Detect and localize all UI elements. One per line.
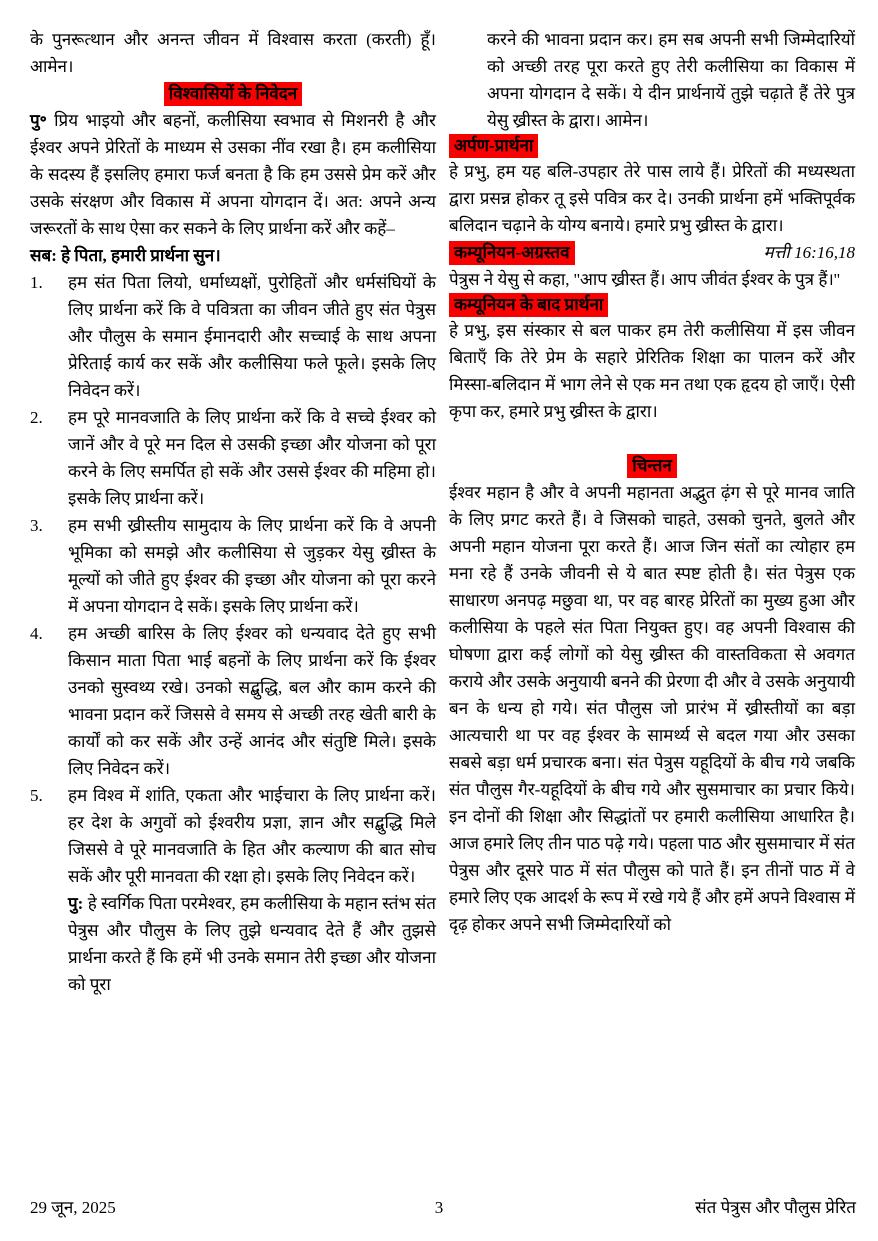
footer-document-title: संत पेत्रुस और पौलुस प्रेरित (695, 1194, 856, 1221)
heading-post-communion-wrap (449, 293, 855, 317)
petition-text: हम पूरे मानवजाति के लिए प्रार्थना करें कि वे सच्चे ईश्वर को जानें और वे पूरे मन दिल से उसकी इच्छा और योजना को पूरा करने के लिए समर्पित हो सकें और उससे ईश्वर की महिमा हो। इसके लिए प्रार्थना करें। (68, 408, 436, 508)
heading-believers-petitions-wrap (30, 80, 436, 107)
petition-text: हम अच्छी बारिस के लिए ईश्वर को धन्यवाद देते हुए सभी किसान माता पिता भाई बहनों के लिए प्रार्थना करें कि ईश्वर उनको सुस्वथ्य रखे। उनको सद्बुद्धि, बल और काम करने की भावना प्रदान करें जिससे वे समय से अच्छी तरह खेती बारी के कार्यों को कर सकें और उन्हें आनंद और संतुष्टि मिले। इसके लिए निवेदन करें। (68, 624, 436, 778)
petition-text: हम विश्व में शांति, एकता और भाईचारा के लिए प्रार्थना करें। हर देश के अगुवों को ईश्वरीय प्रज्ञा, ज्ञान और सद्बुद्धि मिले जिससे वे पूरे मानवजाति के हित और कल्याण की बात सोच सकें और पूरी मानवता की रक्षा हो। इसके लिए निवेदन करें। (68, 786, 436, 886)
petition-number: 3. (30, 516, 43, 535)
priest-paragraph (30, 107, 436, 242)
heading-reflection-wrap (449, 452, 855, 479)
petition-number: 4. (30, 624, 43, 643)
heading-believers-petitions: विश्वासियों के निवेदन (164, 82, 302, 106)
heading-offering-prayer: अर्पण-प्रार्थना (449, 134, 538, 158)
closing-prayer-continuation: करने की भावना प्रदान कर। हम सब अपनी सभी जिम्मेदारियों को अच्छी तरह पूरा करते हुए तेरी कलीसिया का विकास में अपना योगदान दे सकें। ये दीन प्रार्थनायें तुझे चढ़ाते हैं तेरे पुत्र येसु ख्रीस्त के द्वारा। आमेन। (487, 30, 855, 130)
heading-reflection: चिन्तन (627, 454, 677, 478)
heading-offering-prayer-wrap (449, 134, 855, 158)
petition-item-3 (30, 512, 436, 620)
heading-communion-antiphon: कम्यूनियन-अग्रस्तव (449, 241, 575, 265)
offering-prayer-paragraph: हे प्रभु, हम यह बलि-उपहार तेरे पास लाये हैं। प्रेरितों की मध्यस्थता द्वारा प्रसन्न होकर तू इसे पवित्र कर दे। उनकी प्रार्थना हमें भक्तिपूर्वक बलिदान चढ़ाने के योग्य बनाये। हमारे प्रभु ख्रीस्त के द्वारा। (449, 162, 855, 235)
petition-text: हम सभी ख्रीस्तीय सामुदाय के लिए प्रार्थना करें कि वे अपनी भूमिका को समझे और कलीसिया से जुड़कर येसु ख्रीस्त के मूल्यों को जीते हुए ईश्वर की इच्छा और योजना को पूरा करने में अपना योगदान दे सकें। इसके लिए प्रार्थना करें। (68, 516, 436, 616)
closing-prayer-text: हे स्वर्गिक पिता परमेश्वर, हम कलीसिया के महान स्तंभ संत पेत्रुस और पौलुस के लिए तुझे धन्यवाद देते हैं और तुझसे प्रार्थना करते हैं कि हमें भी उनके समान तेरी इच्छा और योजना को पूरा (68, 894, 436, 994)
intro-continuation-paragraph: के पुनरूत्थान और अनन्त जीवन में विश्वास करता (करती) हूँ। आमेन। (30, 30, 436, 76)
reflection-paragraph: ईश्वर महान है और वे अपनी महानता अद्भुत ढ़ंग से पूरे मानव जाति के लिए प्रगट करते हैं। वे जिसको चाहते, उसको चुनते, बुलते और अपनी महान योजना पूरा करते हैं। आज जिन संतों का त्योहार हम मना रहे हैं उनके जीवनी से ये बात स्पष्ट होती है। संत पेत्रुस एक साधारण अनपढ़ मछुवा था, पर वह बारह प्रेरितों का मुख्य हुआ और कलीसिया के पहले संत पिता नियुक्त हुए। वह अपनी विश्वास की घोषणा द्वारा कई लोगों को येसु ख्रीस्त की वास्तविकता से अवगत कराये और उसके अनुयायी बनने की प्रेरणा दी और वे उसके अनुयायी बन के धन्य हो गये। संत पौलुस जो प्रारंभ में ख्रीस्तीयों का बड़ा आत्यचारी था पर वह ईश्वर के सामर्थ्य से बदल गया और उसका सबसे बड़ा धर्म प्रचारक बना। संत पेत्रुस यहूदियों के बीच गये जबकि संत पौलुस गैर-यहूदियों के बीच गये और सुसमाचार का प्रचार किये। इन दोनों की शिक्षा और सिद्धांतों पर हमारी कलीसिया आधारित है। आज हमारे लिए तीन पाठ पढ़े गये। पहला पाठ और सुसमाचार में संत पेत्रुस और दूसरे पाठ में संत पौलुस को पाते हैं। इन तीनों पाठ में वे हमारे लिए एक आदर्श के रूप में रखे गये हैं और हमें अपने विश्वास में दृढ़ होकर अपने सभी जिम्मेदारियों को (449, 483, 855, 934)
closing-prayer-marker: पु: (68, 894, 84, 913)
all-response-line: सब: हे पिता, हमारी प्रार्थना सुन। (30, 246, 221, 265)
footer-page-number: 3 (434, 1198, 444, 1217)
petition-text: हम संत पिता लियो, धर्माध्यक्षों, पुरोहितों और धर्मसंघियों के लिए प्रार्थना करें कि वे पवित्रता का जीवन जीते हुए संत पेत्रुस और पौलुस के समान ईमानदारी और सच्चाई के साथ अपना प्रेरिताई कार्य कर सकें और कलीसिया फले फूले। इसके लिए निवेदन करें। (68, 273, 436, 400)
petition-item-1 (30, 269, 436, 404)
petition-item-4 (30, 620, 436, 782)
priest-marker: पु॰ (30, 111, 47, 130)
petition-number: 1. (30, 273, 43, 292)
petition-item-2 (30, 404, 436, 512)
heading-communion-antiphon-wrap (449, 239, 855, 266)
petition-number: 5. (30, 786, 43, 805)
priest-paragraph-text: प्रिय भाइयो और बहनों, कलीसिया स्वभाव से मिशनरी है और ईश्वर अपने प्रेरितों के माध्यम से उसका नींव रखा है। हम कलीसिया के सदस्य हैं इसलिए हमारा फर्ज बनता है कि हम उससे प्रेम करें और उसके संरक्षण और विकास में अपना योगदान दें। अत: अपने अन्य जरूरतों के साथ ऐसा कर सकने के लिए प्रार्थना करें और कहें– (30, 111, 436, 238)
closing-prayer-paragraph (68, 890, 436, 998)
petition-number: 2. (30, 408, 43, 427)
heading-post-communion: कम्यूनियन के बाद प्रार्थना (449, 293, 608, 317)
post-communion-prayer-paragraph: हे प्रभु, इस संस्कार से बल पाकर हम तेरी कलीसिया में इस जीवन बिताएँ कि तेरे प्रेम के सहारे प्रेरितिक शिक्षा का पालन करें और मिस्सा-बलिदान में भाग लेने से एक मन तथा एक हृदय हो जाएँ। ऐसी कृपा कर, हमारे प्रभु ख्रीस्त के द्वारा। (449, 321, 855, 421)
right-column (449, 26, 855, 998)
communion-antiphon-paragraph: पेत्रुस ने येसु से कहा, ''आप ख्रीस्त हैं। आप जीवंत ईश्वर के पुत्र हैं।'' (449, 270, 840, 289)
page-footer (0, 1194, 878, 1221)
communion-scripture-reference: मत्ती 16:16,18 (763, 243, 855, 262)
left-column (30, 26, 436, 998)
footer-date: 29 जून, 2025 (30, 1194, 116, 1221)
petition-item-5 (30, 782, 436, 890)
